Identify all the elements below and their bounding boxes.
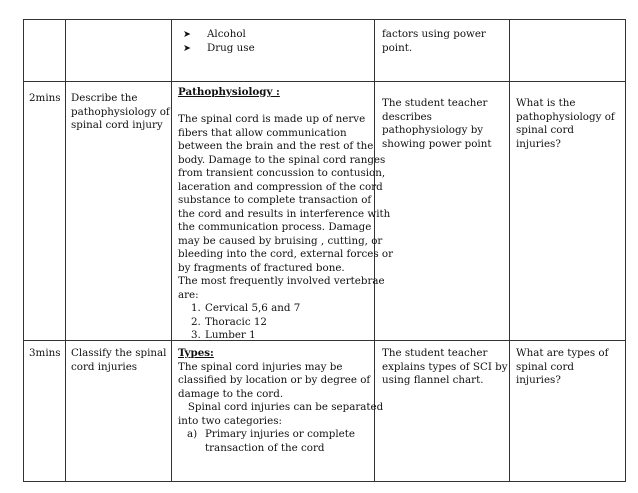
column-divider-2: [171, 19, 172, 482]
content-line: by fragments of fractured bone.: [178, 261, 345, 274]
teacher-activity-line: The student teacher: [382, 347, 488, 359]
list-item: Cervical 5,6 and 7: [205, 302, 301, 314]
list-number: 3.: [191, 329, 201, 341]
list-item: transaction of the cord: [205, 441, 325, 454]
table-border-left: [23, 19, 24, 482]
evaluation-line: What is the: [516, 97, 576, 109]
table-border-bottom: [23, 481, 626, 482]
content-line: Spinal cord injuries can be separated: [178, 401, 384, 413]
teacher-activity-line: factors using power: [382, 28, 486, 40]
content-line: laceration and compression of the cord: [178, 180, 383, 193]
column-divider-4: [509, 19, 510, 482]
teacher-activity-line: point.: [382, 42, 413, 54]
table-border-right: [625, 19, 626, 482]
objective-line: pathophysiology of: [71, 105, 170, 118]
content-line: The spinal cord injuries may be: [178, 360, 343, 373]
content-line: The spinal cord is made up of nerve: [178, 113, 366, 125]
objective-line: Describe the: [71, 92, 138, 104]
evaluation-line: What are types of: [516, 347, 609, 359]
evaluation-line: injuries?: [516, 137, 561, 150]
teacher-activity-line: describes: [382, 110, 432, 123]
list-number: 2.: [191, 315, 201, 328]
list-item: Lumber 1: [205, 329, 256, 341]
list-item: Alcohol: [207, 28, 246, 40]
teacher-activity-line: The student teacher: [382, 97, 488, 109]
time-cell: 3mins: [29, 347, 61, 359]
arrow-bullet-icon: ➤: [183, 43, 191, 54]
objective-line: cord injuries: [71, 360, 138, 373]
evaluation-line: pathophysiology of: [516, 110, 615, 123]
evaluation-line: injuries?: [516, 374, 561, 386]
content-line: The most frequently involved vertebrae: [178, 275, 385, 287]
content-line: the communication process. Damage: [178, 221, 372, 233]
row-divider-2: [23, 340, 626, 341]
list-item: Thoracic 12: [205, 315, 267, 328]
section-heading: Pathophysiology :: [178, 86, 280, 98]
content-line: bleeding into the cord, external forces or: [178, 248, 394, 260]
content-line: substance to complete transaction of: [178, 194, 372, 206]
content-line: between the brain and the rest of the: [178, 140, 374, 152]
time-cell: 2mins: [29, 92, 61, 104]
content-line: may be caused by bruising , cutting, or: [178, 234, 383, 247]
content-line: into two categories:: [178, 414, 282, 427]
table-border-top: [23, 19, 626, 20]
content-line: the cord and results in interference with: [178, 207, 391, 220]
section-heading: Types:: [178, 347, 214, 359]
objective-line: Classify the spinal: [71, 347, 167, 359]
content-line: are:: [178, 288, 199, 301]
list-number: 1.: [191, 302, 201, 314]
content-line: body. Damage to the spinal cord ranges: [178, 153, 386, 166]
teacher-activity-line: explains types of SCI by: [382, 360, 508, 373]
evaluation-line: spinal cord: [516, 360, 574, 373]
teacher-activity-line: using flannel chart.: [382, 374, 484, 386]
arrow-bullet-icon: ➤: [183, 29, 191, 40]
content-line: damage to the cord.: [178, 387, 284, 400]
row-divider-1: [23, 81, 626, 82]
list-letter: a): [187, 428, 198, 440]
teacher-activity-line: pathophysiology by: [382, 124, 484, 136]
evaluation-line: spinal cord: [516, 124, 574, 136]
content-line: from transient concussion to contusion,: [178, 167, 386, 179]
column-divider-1: [65, 19, 66, 482]
content-line: fibers that allow communication: [178, 126, 347, 139]
objective-line: spinal cord injury: [71, 119, 163, 131]
list-item: Primary injuries or complete: [205, 428, 356, 440]
content-line: classified by location or by degree of: [178, 374, 371, 386]
list-item: Drug use: [207, 42, 255, 54]
teacher-activity-line: showing power point: [382, 137, 492, 150]
